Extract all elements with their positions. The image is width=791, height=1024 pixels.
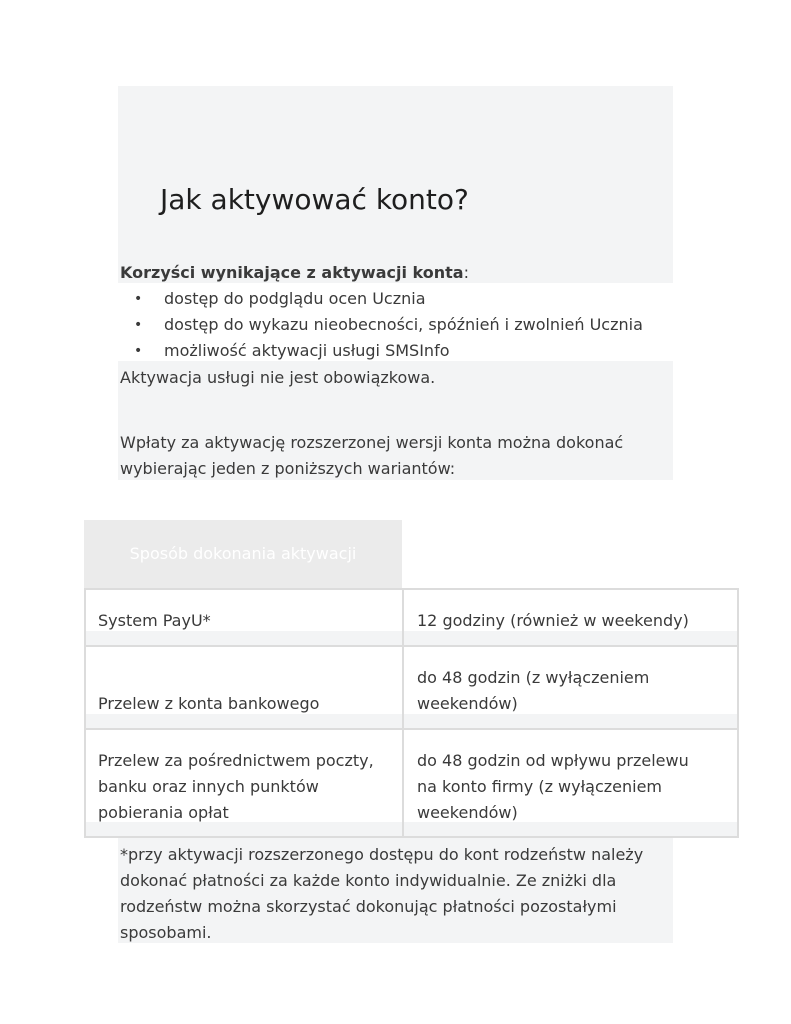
cell-line: System PayU* — [98, 611, 211, 630]
cell-line: Przelew za pośrednictwem poczty, — [98, 751, 374, 770]
bullet-icon: • — [134, 343, 143, 359]
footnote-line: rodzeństw można skorzystać dokonując płatności pozostałymi — [120, 897, 617, 916]
optional-note: Aktywacja usługi nie jest obowiązkowa. — [120, 368, 436, 387]
cell-line: weekendów) — [417, 694, 518, 713]
benefits-heading-text: Korzyści wynikające z aktywacji konta — [120, 263, 464, 282]
bullet-icon: • — [134, 317, 143, 333]
benefits-heading — [120, 262, 469, 284]
table-cell-method — [98, 748, 374, 826]
row-divider — [86, 645, 737, 647]
list-item — [120, 338, 643, 364]
footnote-line: sposobami. — [120, 923, 212, 942]
cell-line: na konto firmy (z wyłączeniem — [417, 777, 663, 796]
payment-intro-line-1: Wpłaty za aktywację rozszerzonej wersji konta można dokonać — [120, 433, 624, 452]
cell-line: weekendów) — [417, 803, 518, 822]
table-cell-time — [417, 748, 689, 826]
bullet-icon: • — [134, 291, 143, 307]
list-item — [120, 312, 643, 338]
activation-table — [84, 588, 739, 838]
benefits-heading-colon: : — [463, 263, 469, 282]
list-item-text: dostęp do wykazu nieobecności, spóźnień i zwolnień Ucznia — [164, 315, 643, 334]
cell-line: Przelew z konta bankowego — [98, 694, 320, 713]
column-divider — [402, 590, 404, 836]
payment-intro-line-2: wybierając jeden z poniższych wariantów: — [120, 459, 456, 478]
footnote-line: *przy aktywacji rozszerzonego dostępu do kont rodzeństw należy — [120, 845, 644, 864]
cell-line: banku oraz innych punktów — [98, 777, 319, 796]
benefits-list — [120, 286, 643, 364]
page-title: Jak aktywować konto? — [160, 183, 469, 216]
cell-line: 12 godziny (również w weekendy) — [417, 611, 689, 630]
table-cell-method — [98, 608, 211, 634]
cell-line: do 48 godzin (z wyłączeniem — [417, 668, 650, 687]
list-item-text: dostęp do podglądu ocen Ucznia — [164, 289, 426, 308]
row-divider — [86, 728, 737, 730]
list-item — [120, 286, 643, 312]
cell-line: pobierania opłat — [98, 803, 229, 822]
footnote — [120, 842, 680, 946]
table-cell-time — [417, 608, 689, 634]
table-cell-method — [98, 691, 319, 717]
cell-line: do 48 godzin od wpływu przelewu — [417, 751, 689, 770]
footnote-line: dokonać płatności za każde konto indywidualnie. Ze zniżki dla — [120, 871, 617, 890]
table-cell-time — [417, 665, 649, 717]
list-item-text: możliwość aktywacji usługi SMSInfo — [164, 341, 450, 360]
table-header: Sposób dokonania aktywacji — [84, 520, 402, 588]
